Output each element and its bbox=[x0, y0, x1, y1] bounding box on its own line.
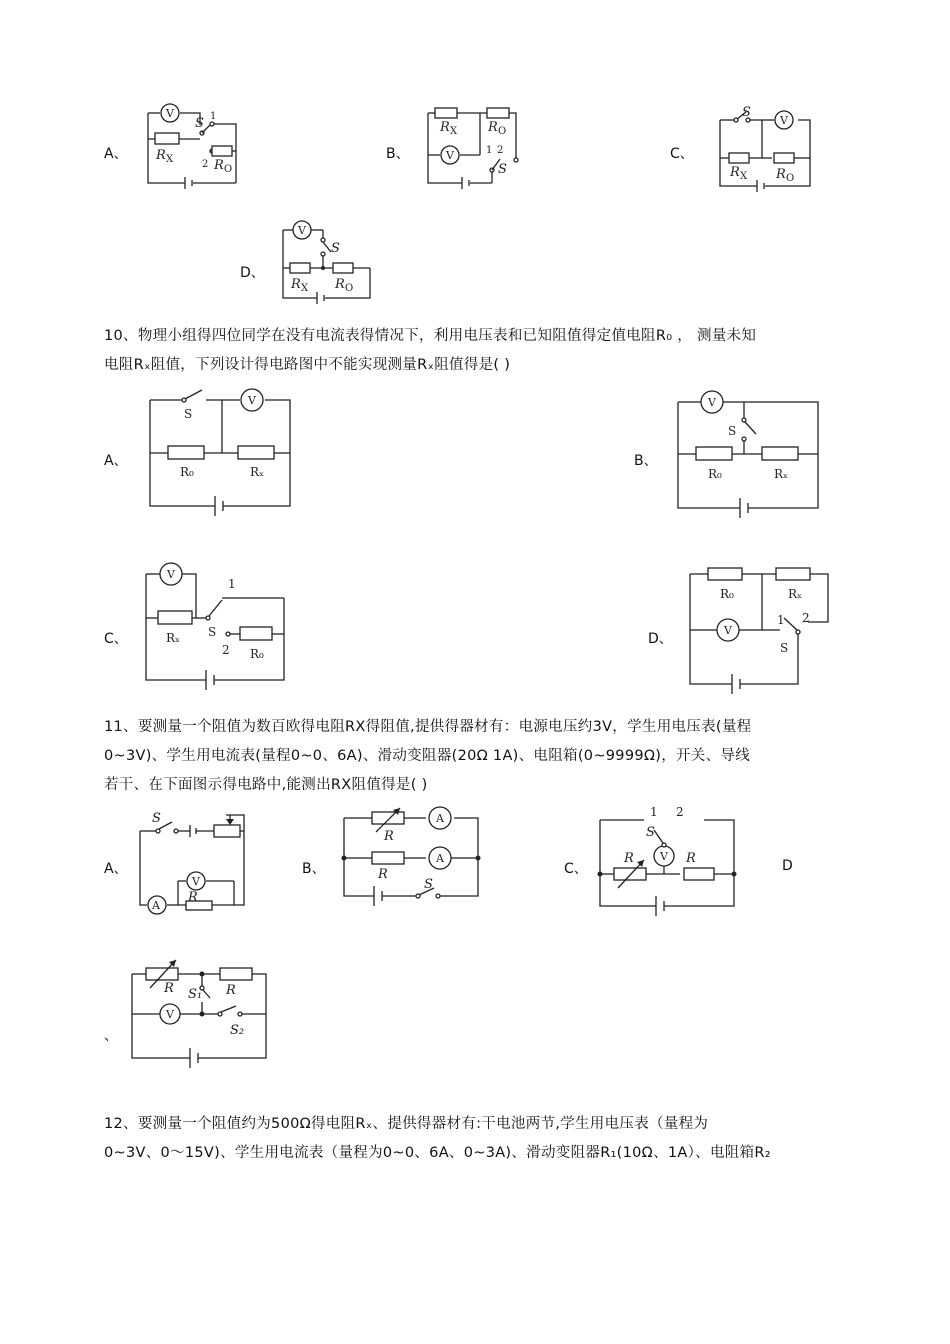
q9-option-c-label: C、 bbox=[670, 146, 694, 162]
q11-option-b-label: B、 bbox=[302, 861, 326, 877]
svg-text:Rₓ: Rₓ bbox=[166, 631, 181, 645]
svg-text:V: V bbox=[248, 394, 256, 407]
svg-text:2: 2 bbox=[222, 643, 230, 657]
svg-text:X: X bbox=[166, 154, 174, 165]
svg-text:R₀: R₀ bbox=[250, 647, 264, 661]
q10-circuit-d bbox=[680, 560, 840, 700]
svg-text:S: S bbox=[424, 877, 433, 892]
svg-text:1: 1 bbox=[777, 613, 785, 627]
svg-text:V: V bbox=[167, 568, 175, 581]
svg-text:2: 2 bbox=[802, 611, 810, 625]
q12-text-line1: 12、要测量一个阻值约为500Ω得电阻Rₓ、提供得器材有:干电池两节,学生用电压表（量程为 bbox=[104, 1116, 709, 1132]
svg-text:2: 2 bbox=[676, 805, 684, 819]
svg-text:S: S bbox=[498, 162, 507, 177]
q11-text-line2: 0~3V)、学生用电流表(量程0~0、6A)、滑动变阻器(20Ω 1A)、电阻箱(0~9999Ω)，开关、导线 bbox=[104, 748, 751, 764]
q9-option-a-label: A、 bbox=[104, 146, 128, 162]
svg-text:V: V bbox=[298, 224, 306, 237]
svg-text:S: S bbox=[195, 116, 204, 131]
svg-text:V: V bbox=[446, 149, 454, 162]
q11-option-d-label: D bbox=[782, 858, 793, 874]
svg-text:V: V bbox=[780, 114, 788, 127]
svg-text:O: O bbox=[345, 283, 354, 294]
q10-option-a-label: A、 bbox=[104, 453, 128, 469]
svg-text:R₀: R₀ bbox=[708, 467, 722, 481]
svg-text:V: V bbox=[708, 396, 716, 409]
svg-text:R: R bbox=[488, 120, 498, 135]
svg-text:R: R bbox=[730, 165, 740, 180]
q11-option-c-label: C、 bbox=[564, 861, 588, 877]
svg-text:O: O bbox=[498, 126, 507, 137]
svg-text:A: A bbox=[436, 852, 444, 865]
q10-option-c-label: C、 bbox=[104, 631, 128, 647]
q10-circuit-a bbox=[140, 388, 300, 518]
svg-text:R₀: R₀ bbox=[180, 465, 194, 479]
svg-text:S: S bbox=[742, 105, 751, 120]
q10-text-line1: 10、物理小组得四位同学在没有电流表得情况下，利用电压表和已知阻值得定值电阻R₀ ， 测量未知 bbox=[104, 328, 757, 344]
svg-text:O: O bbox=[786, 173, 795, 184]
svg-text:1: 1 bbox=[228, 577, 236, 591]
svg-text:V: V bbox=[166, 1008, 174, 1021]
svg-text:Rₓ: Rₓ bbox=[250, 465, 265, 479]
svg-text:1: 1 bbox=[210, 111, 217, 122]
svg-text:1: 1 bbox=[650, 805, 658, 819]
svg-text:2: 2 bbox=[202, 159, 209, 170]
svg-text:R: R bbox=[188, 890, 198, 905]
svg-text:Rₓ: Rₓ bbox=[788, 587, 803, 601]
svg-text:R: R bbox=[164, 981, 174, 996]
q11-text-line1: 11、要测量一个阻值为数百欧得电阻RX得阻值,提供得器材有：电源电压约3V，学生用电压表(量程 bbox=[104, 719, 752, 735]
svg-text:S₁: S₁ bbox=[188, 987, 203, 1002]
svg-text:R: R bbox=[335, 277, 345, 292]
svg-text:R₀: R₀ bbox=[720, 587, 734, 601]
q9-circuit-d bbox=[275, 218, 385, 308]
q9-circuit-b bbox=[420, 103, 530, 193]
q11-circuit-b bbox=[338, 806, 488, 916]
q10-circuit-c bbox=[134, 558, 294, 698]
svg-text:R: R bbox=[156, 148, 166, 163]
q11-circuit-a bbox=[134, 805, 254, 925]
svg-text:R: R bbox=[291, 277, 301, 292]
q11-circuit-d bbox=[126, 958, 276, 1083]
svg-text:S: S bbox=[780, 641, 789, 655]
q10-text-line2: 电阻Rₓ阻值，下列设计得电路图中不能实现测量Rₓ阻值得是( ) bbox=[104, 357, 511, 373]
q11-option-a-label: A、 bbox=[104, 861, 128, 877]
svg-text:R: R bbox=[226, 983, 236, 998]
q11-text-line3: 若干、在下面图示得电路中,能测出RX阻值得是( ) bbox=[104, 777, 428, 793]
svg-text:S: S bbox=[184, 407, 193, 421]
svg-text:S: S bbox=[208, 625, 217, 639]
q11-option-d-suffix: 、 bbox=[104, 1028, 118, 1044]
svg-text:1: 1 bbox=[486, 145, 493, 156]
q12-text-line2: 0~3V、0～15V)、学生用电流表（量程为0~0、6A、0~3A)、滑动变阻器R₁(10Ω、1A）、电阻箱R₂ bbox=[104, 1145, 771, 1161]
svg-text:A: A bbox=[152, 899, 160, 912]
svg-text:Rₓ: Rₓ bbox=[774, 467, 789, 481]
svg-text:R: R bbox=[686, 851, 696, 866]
q10-option-d-label: D、 bbox=[648, 631, 673, 647]
svg-text:V: V bbox=[192, 875, 200, 888]
svg-text:X: X bbox=[740, 171, 748, 182]
svg-text:S: S bbox=[728, 424, 737, 438]
q11-circuit-c bbox=[594, 800, 744, 920]
svg-text:X: X bbox=[301, 283, 309, 294]
svg-text:R: R bbox=[378, 867, 388, 882]
svg-text:O: O bbox=[224, 164, 233, 175]
svg-text:R: R bbox=[776, 167, 786, 182]
svg-text:S: S bbox=[646, 825, 655, 840]
q9-circuit-a bbox=[140, 95, 250, 195]
svg-text:R: R bbox=[440, 120, 450, 135]
svg-text:S₂: S₂ bbox=[230, 1023, 245, 1038]
q9-option-d-label: D、 bbox=[240, 265, 265, 281]
svg-text:R: R bbox=[384, 829, 394, 844]
q9a-voltmeter-symbol: V bbox=[166, 107, 174, 120]
svg-text:2: 2 bbox=[497, 145, 504, 156]
svg-text:R: R bbox=[214, 158, 224, 173]
svg-text:S: S bbox=[331, 241, 340, 256]
svg-text:A: A bbox=[436, 812, 444, 825]
q10-circuit-b bbox=[668, 388, 828, 523]
svg-text:X: X bbox=[450, 126, 458, 137]
svg-text:V: V bbox=[660, 850, 668, 863]
svg-text:S: S bbox=[152, 811, 161, 826]
q9-option-b-label: B、 bbox=[386, 146, 410, 162]
svg-text:R: R bbox=[624, 851, 634, 866]
svg-text:V: V bbox=[724, 624, 732, 637]
q9-circuit-c bbox=[712, 105, 822, 198]
q10-option-b-label: B、 bbox=[634, 453, 658, 469]
